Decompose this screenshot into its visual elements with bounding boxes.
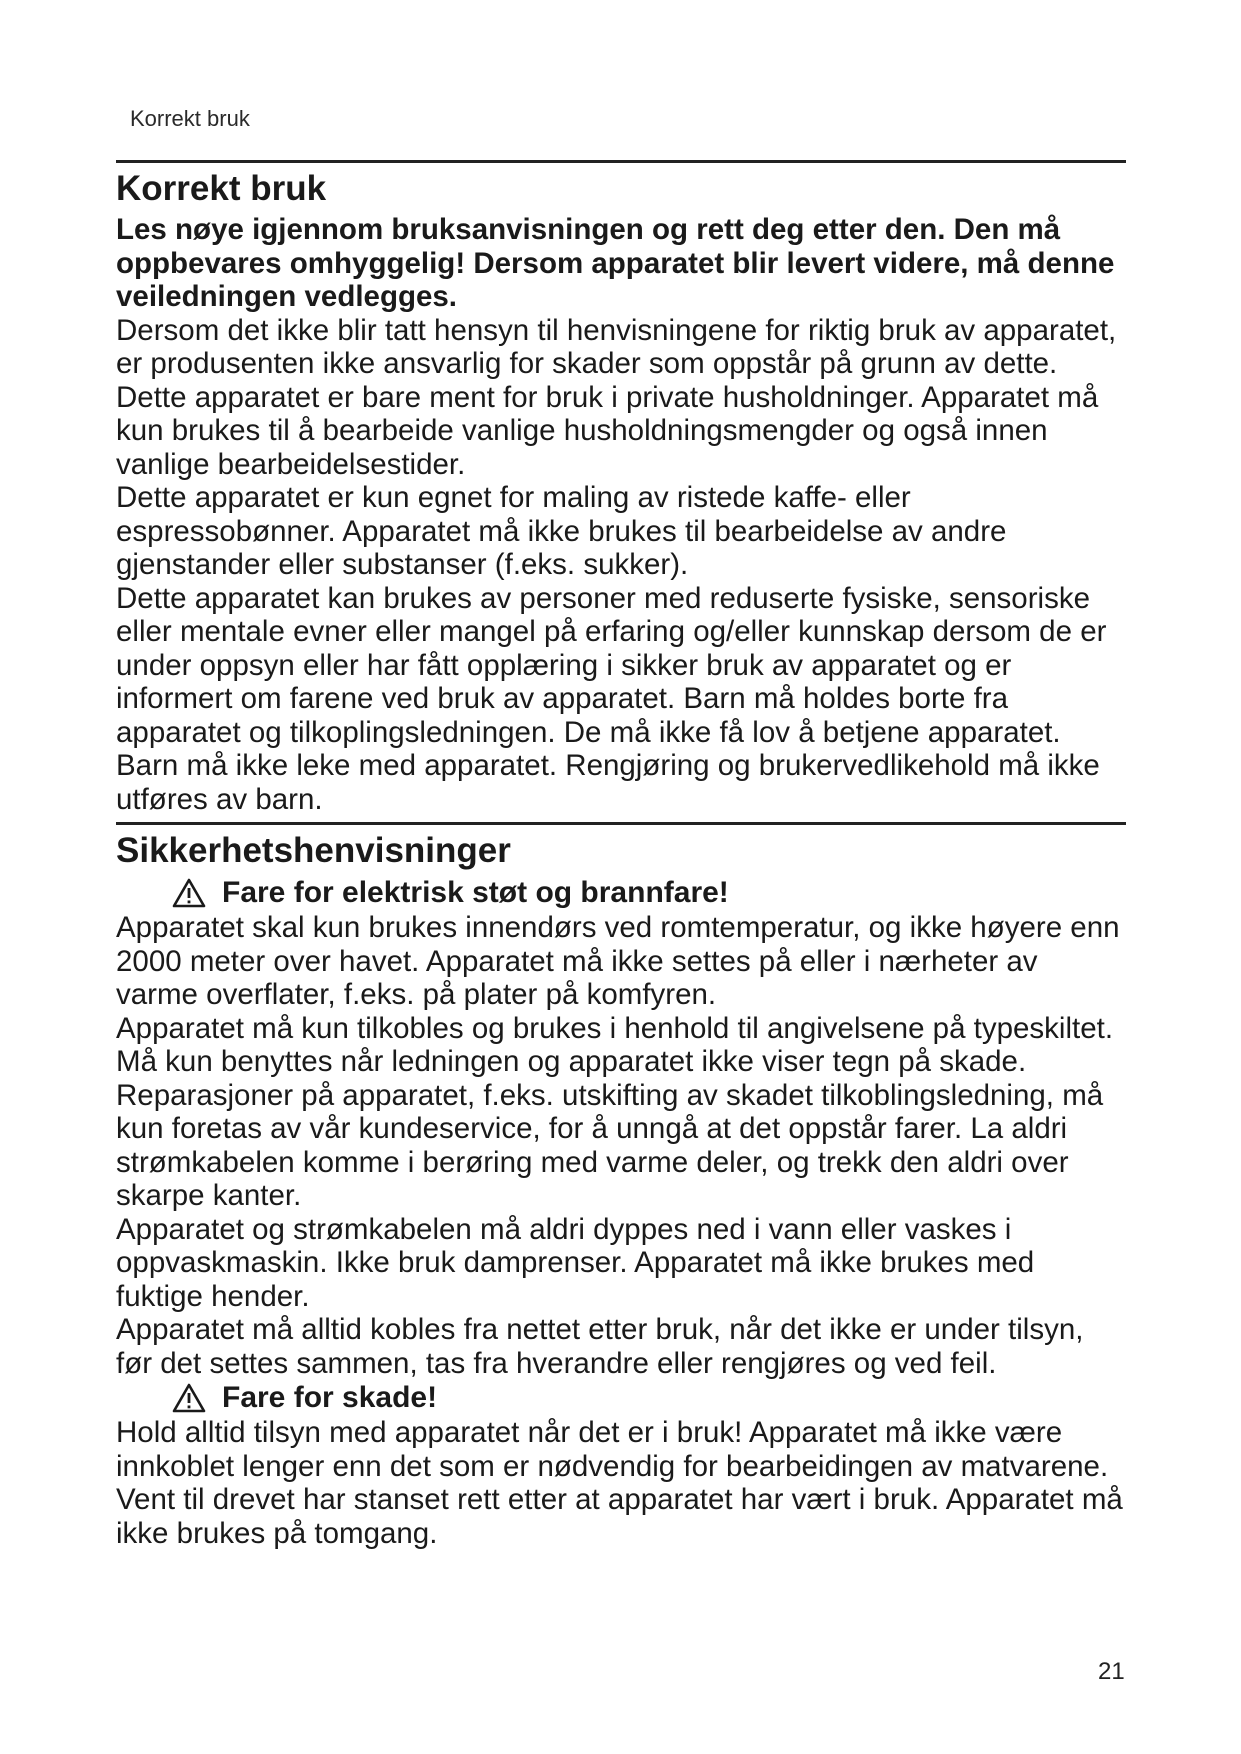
warning-triangle-icon (172, 878, 206, 908)
warning-triangle-icon (172, 1383, 206, 1413)
paragraph: Apparatet og strømkabelen må aldri dyppes ned i vann eller vaskes i oppvaskmaskin. Ikke bruk damprenser. Apparatet må ikke brukes med fuktige hender. (116, 1212, 1035, 1313)
intro-paragraph: Les nøye igjennom bruksanvisningen og rett deg etter den. Den må oppbevares omhyggelig! Dersom apparatet blir levert videre, må denne veiledningen vedlegges. (116, 213, 1115, 313)
warning-heading-electric (172, 875, 1126, 911)
paragraph: Apparatet skal kun brukes innendørs ved romtemperatur, og ikke høyere enn 2000 meter over havet. Apparatet må ikke settes på eller i nærheter av varme overflater, f.eks. på plater på komfyren. (116, 911, 1120, 1011)
paragraph: Dersom det ikke blir tatt hensyn til henvisningene for riktig bruk av apparatet, er produsenten ikke ansvarlig for skader som oppstår på grunn av dette. (116, 313, 1117, 380)
running-header: Korrekt bruk (130, 106, 250, 131)
section-divider (116, 822, 1126, 825)
section-title-sikkerhet: Sikkerhetshenvisninger (116, 831, 511, 870)
paragraph: Dette apparatet kan brukes av personer med reduserte fysiske, sensoriske eller mentale evner eller mangel på erfaring og/eller kunnskap dersom de er under oppsyn eller har fått opplæring i sikker bruk av apparatet og er informert om farene ved bruk av apparatet. Barn må holdes borte fra apparatet og tilkoplingsledningen. De må ikke få lov å betjene apparatet. Barn må ikke leke med apparatet. Rengjøring og brukervedlikehold må ikke utføres av barn. (116, 581, 1107, 816)
warning-heading-injury (172, 1380, 1126, 1416)
section-divider (116, 160, 1126, 163)
section-title-korrekt-bruk: Korrekt bruk (116, 169, 327, 208)
paragraph: Dette apparatet er kun egnet for maling av ristede kaffe- eller espressobønner. Apparatet må ikke brukes til bearbeidelse av andre gjenstander eller substanser (f.eks. sukker). (116, 481, 1007, 581)
paragraph: Hold alltid tilsyn med apparatet når det er i bruk! Apparatet må ikke være innkoblet lenger enn det som er nødvendig for bearbeidingen av matvarene. Vent til drevet har stanset rett etter at apparatet har vært i bruk. Apparatet må ikke brukes på tomgang. (116, 1416, 1123, 1550)
paragraph: Dette apparatet er bare ment for bruk i private husholdninger. Apparatet må kun brukes til å bearbeide vanlige husholdningsmengder og også innen vanlige bearbeidelsestider. (116, 380, 1099, 481)
paragraph: Apparatet må kun tilkobles og brukes i henhold til angivelsene på typeskiltet. Må kun benyttes når ledningen og apparatet ikke viser tegn på skade. Reparasjoner på apparatet, f.eks. utskifting av skadet tilkoblingsledning, må kun foretas av vår kundeservice, for å unngå at det oppstår farer. La aldri strømkabelen komme i berøring med varme deler, og trekk den aldri over skarpe kanter. (116, 1011, 1114, 1212)
page-number: 21 (1098, 1658, 1125, 1685)
warning-heading-text: Fare for elektrisk støt og brannfare! (222, 876, 729, 909)
warning-heading-text: Fare for skade! (222, 1381, 438, 1414)
page-content (116, 160, 1126, 1550)
paragraph: Apparatet må alltid kobles fra nettet etter bruk, når det ikke er under tilsyn, før det settes sammen, tas fra hverandre eller rengjøres og ved feil. (116, 1313, 1084, 1380)
safety-section (116, 822, 1126, 1550)
